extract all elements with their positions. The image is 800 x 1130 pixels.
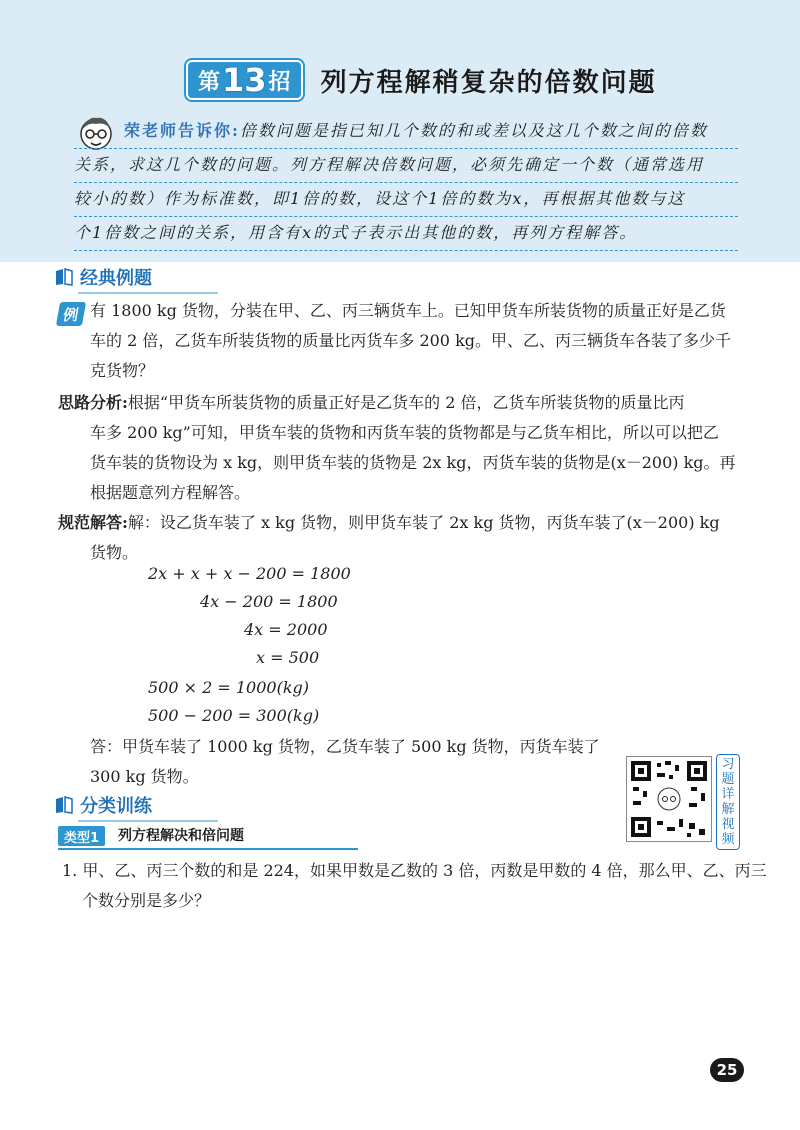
section-classic-title: 经典例题 [80,268,152,289]
type-divider [58,848,358,850]
page-title: 列方程解稍复杂的倍数问题 [320,67,657,98]
book-icon [54,796,74,814]
solution-line-2: 货物。 [90,543,139,562]
qr-side-char: 视 [721,817,735,832]
qr-side-char: 习 [721,757,735,772]
section-training-title: 分类训练 [80,796,152,817]
lesson-badge [186,60,303,100]
analysis-line-1-text: 根据“甲货车所装货物的质量正好是乙货车的 2 倍，乙货车所装货物的质量比丙 [127,393,685,412]
page-number: 25 [710,1058,744,1082]
tip-line-1 [74,114,738,149]
tip-line-4: 个1倍数之间的关系，用含有x的式子表示出其他的数，再列方程解答。 [74,216,738,251]
equation-5: 500 × 2 = 1000(kg) [148,678,310,697]
section-classic-examples [54,264,152,290]
badge-prefix: 第 [198,69,221,95]
section-underline [78,820,218,822]
qr-side-char: 解 [721,802,735,817]
analysis-line-1 [58,388,684,418]
solution-line-1-text: 解：设乙货车装了 x kg 货物，则甲货车装了 2x kg 货物，丙货车装了(x－200) kg [127,513,720,532]
equation-1: 2x + x + x − 200 = 1800 [148,564,351,583]
lesson-title-row [186,60,657,100]
qr-side-char: 详 [721,787,735,802]
analysis-line-3: 货车装的货物设为 x kg，则甲货车装的货物是 2x kg，丙货车装的货物是(x－200) kg。再 [90,453,736,472]
qr-code-icon[interactable] [626,756,712,842]
example-line-2: 车的 2 倍，乙货车所装货物的质量比丙货车多 200 kg。甲、乙、丙三辆货车各装了多少千 [90,331,732,350]
qr-side-char: 频 [721,832,735,847]
solution-line-1 [58,508,720,538]
equation-3: 4x = 2000 [244,620,328,639]
solution-label: 规范解答: [58,513,128,532]
badge-suffix: 招 [268,69,291,95]
equation-4: x = 500 [256,648,320,667]
question-line-2: 个数分别是多少？ [82,891,211,910]
section-classified-training [54,792,152,818]
tip-line-2: 关系，求这几个数的问题。列方程解决倍数问题，必须先确定一个数（通常选用 [74,148,738,183]
qr-side-label [716,754,740,850]
answer-line-1: 答：甲货车装了 1000 kg 货物，乙货车装了 500 kg 货物，丙货车装了 [90,737,600,756]
analysis-line-2: 车多 200 kg”可知，甲货车装的货物和丙货车装的货物都是与乙货车相比，所以可以把乙 [90,423,719,442]
qr-side-char: 题 [721,772,735,787]
tip-line-1-text: 倍数问题是指已知几个数的和或差以及这几个数之间的倍数 [239,121,708,140]
type-title: 列方程解决和倍问题 [118,828,244,844]
equation-2: 4x − 200 = 1800 [200,592,338,611]
answer-line-2: 300 kg 货物。 [90,767,199,786]
example-badge: 例 [56,302,86,326]
tip-prefix: 荣老师告诉你: [124,121,240,140]
example-line-3: 克货物？ [90,361,155,380]
analysis-label: 思路分析: [58,393,128,412]
analysis-line-4: 根据题意列方程解答。 [90,483,251,502]
example-line-1: 有 1800 kg 货物，分装在甲、乙、丙三辆货车上。已知甲货车所装货物的质量正好是乙货 [90,301,726,320]
tip-line-3: 较小的数）作为标准数，即1倍的数，设这个1倍的数为x，再根据其他数与这 [74,182,738,217]
book-icon [54,268,74,286]
section-underline [78,292,218,294]
question-line-1: 1. 甲、乙、丙三个数的和是 224，如果甲数是乙数的 3 倍，丙数是甲数的 4 倍，那么甲、乙、丙三 [62,861,767,880]
badge-number: 13 [222,61,267,99]
type-tag: 类型1 [58,826,105,846]
equation-6: 500 − 200 = 300(kg) [148,706,320,725]
